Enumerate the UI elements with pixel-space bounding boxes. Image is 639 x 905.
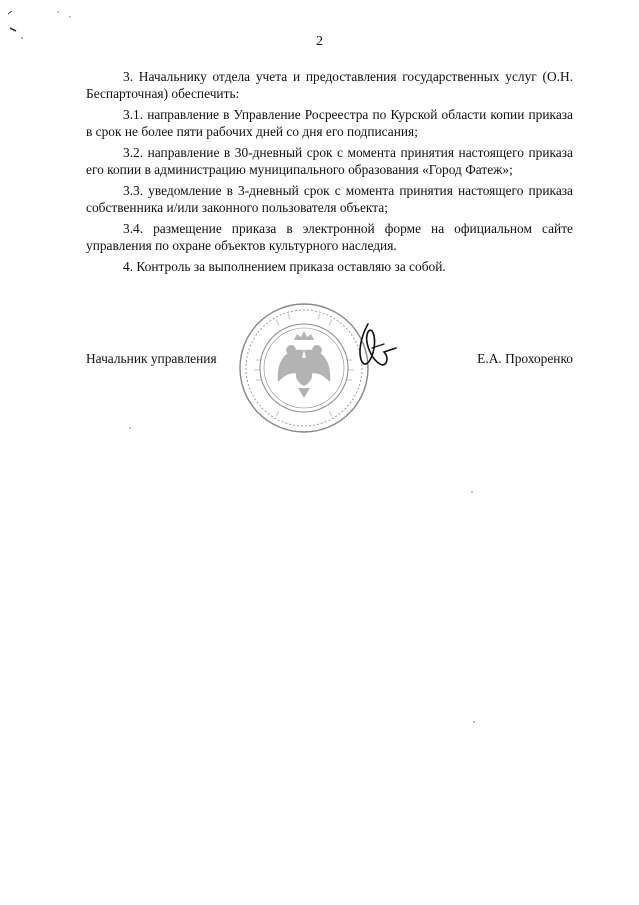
handwritten-signature bbox=[350, 318, 400, 378]
signatory-name: Е.А. Прохоренко bbox=[477, 351, 573, 366]
page-number: 2 bbox=[316, 34, 323, 49]
document-body bbox=[86, 68, 573, 279]
paragraph-3-1: 3.1. направление в Управление Росреестра по Курской области копии приказа в срок не более пяти рабочих дней со дня его подписания; bbox=[86, 107, 573, 139]
paragraph-4: 4. Контроль за выполнением приказа оставляю за собой. bbox=[123, 259, 446, 274]
paragraph-3-2: 3.2. направление в 30-дневный срок с момента принятия настоящего приказа его копии в администрацию муниципального образования «Город Фатеж»; bbox=[86, 145, 573, 177]
paragraph-3: 3. Начальнику отдела учета и предоставления государственных услуг (О.Н. Беспарточная) обеспечить: bbox=[86, 69, 573, 101]
paragraph-3-3: 3.3. уведомление в 3-дневный срок с момента принятия настоящего приказа собственника и/или законного пользователя объекта; bbox=[86, 183, 573, 215]
paragraph-3-4: 3.4. размещение приказа в электронной форме на официальном сайте управления по охране объектов культурного наследия. bbox=[86, 221, 573, 253]
signatory-position: Начальник управления bbox=[86, 351, 217, 366]
